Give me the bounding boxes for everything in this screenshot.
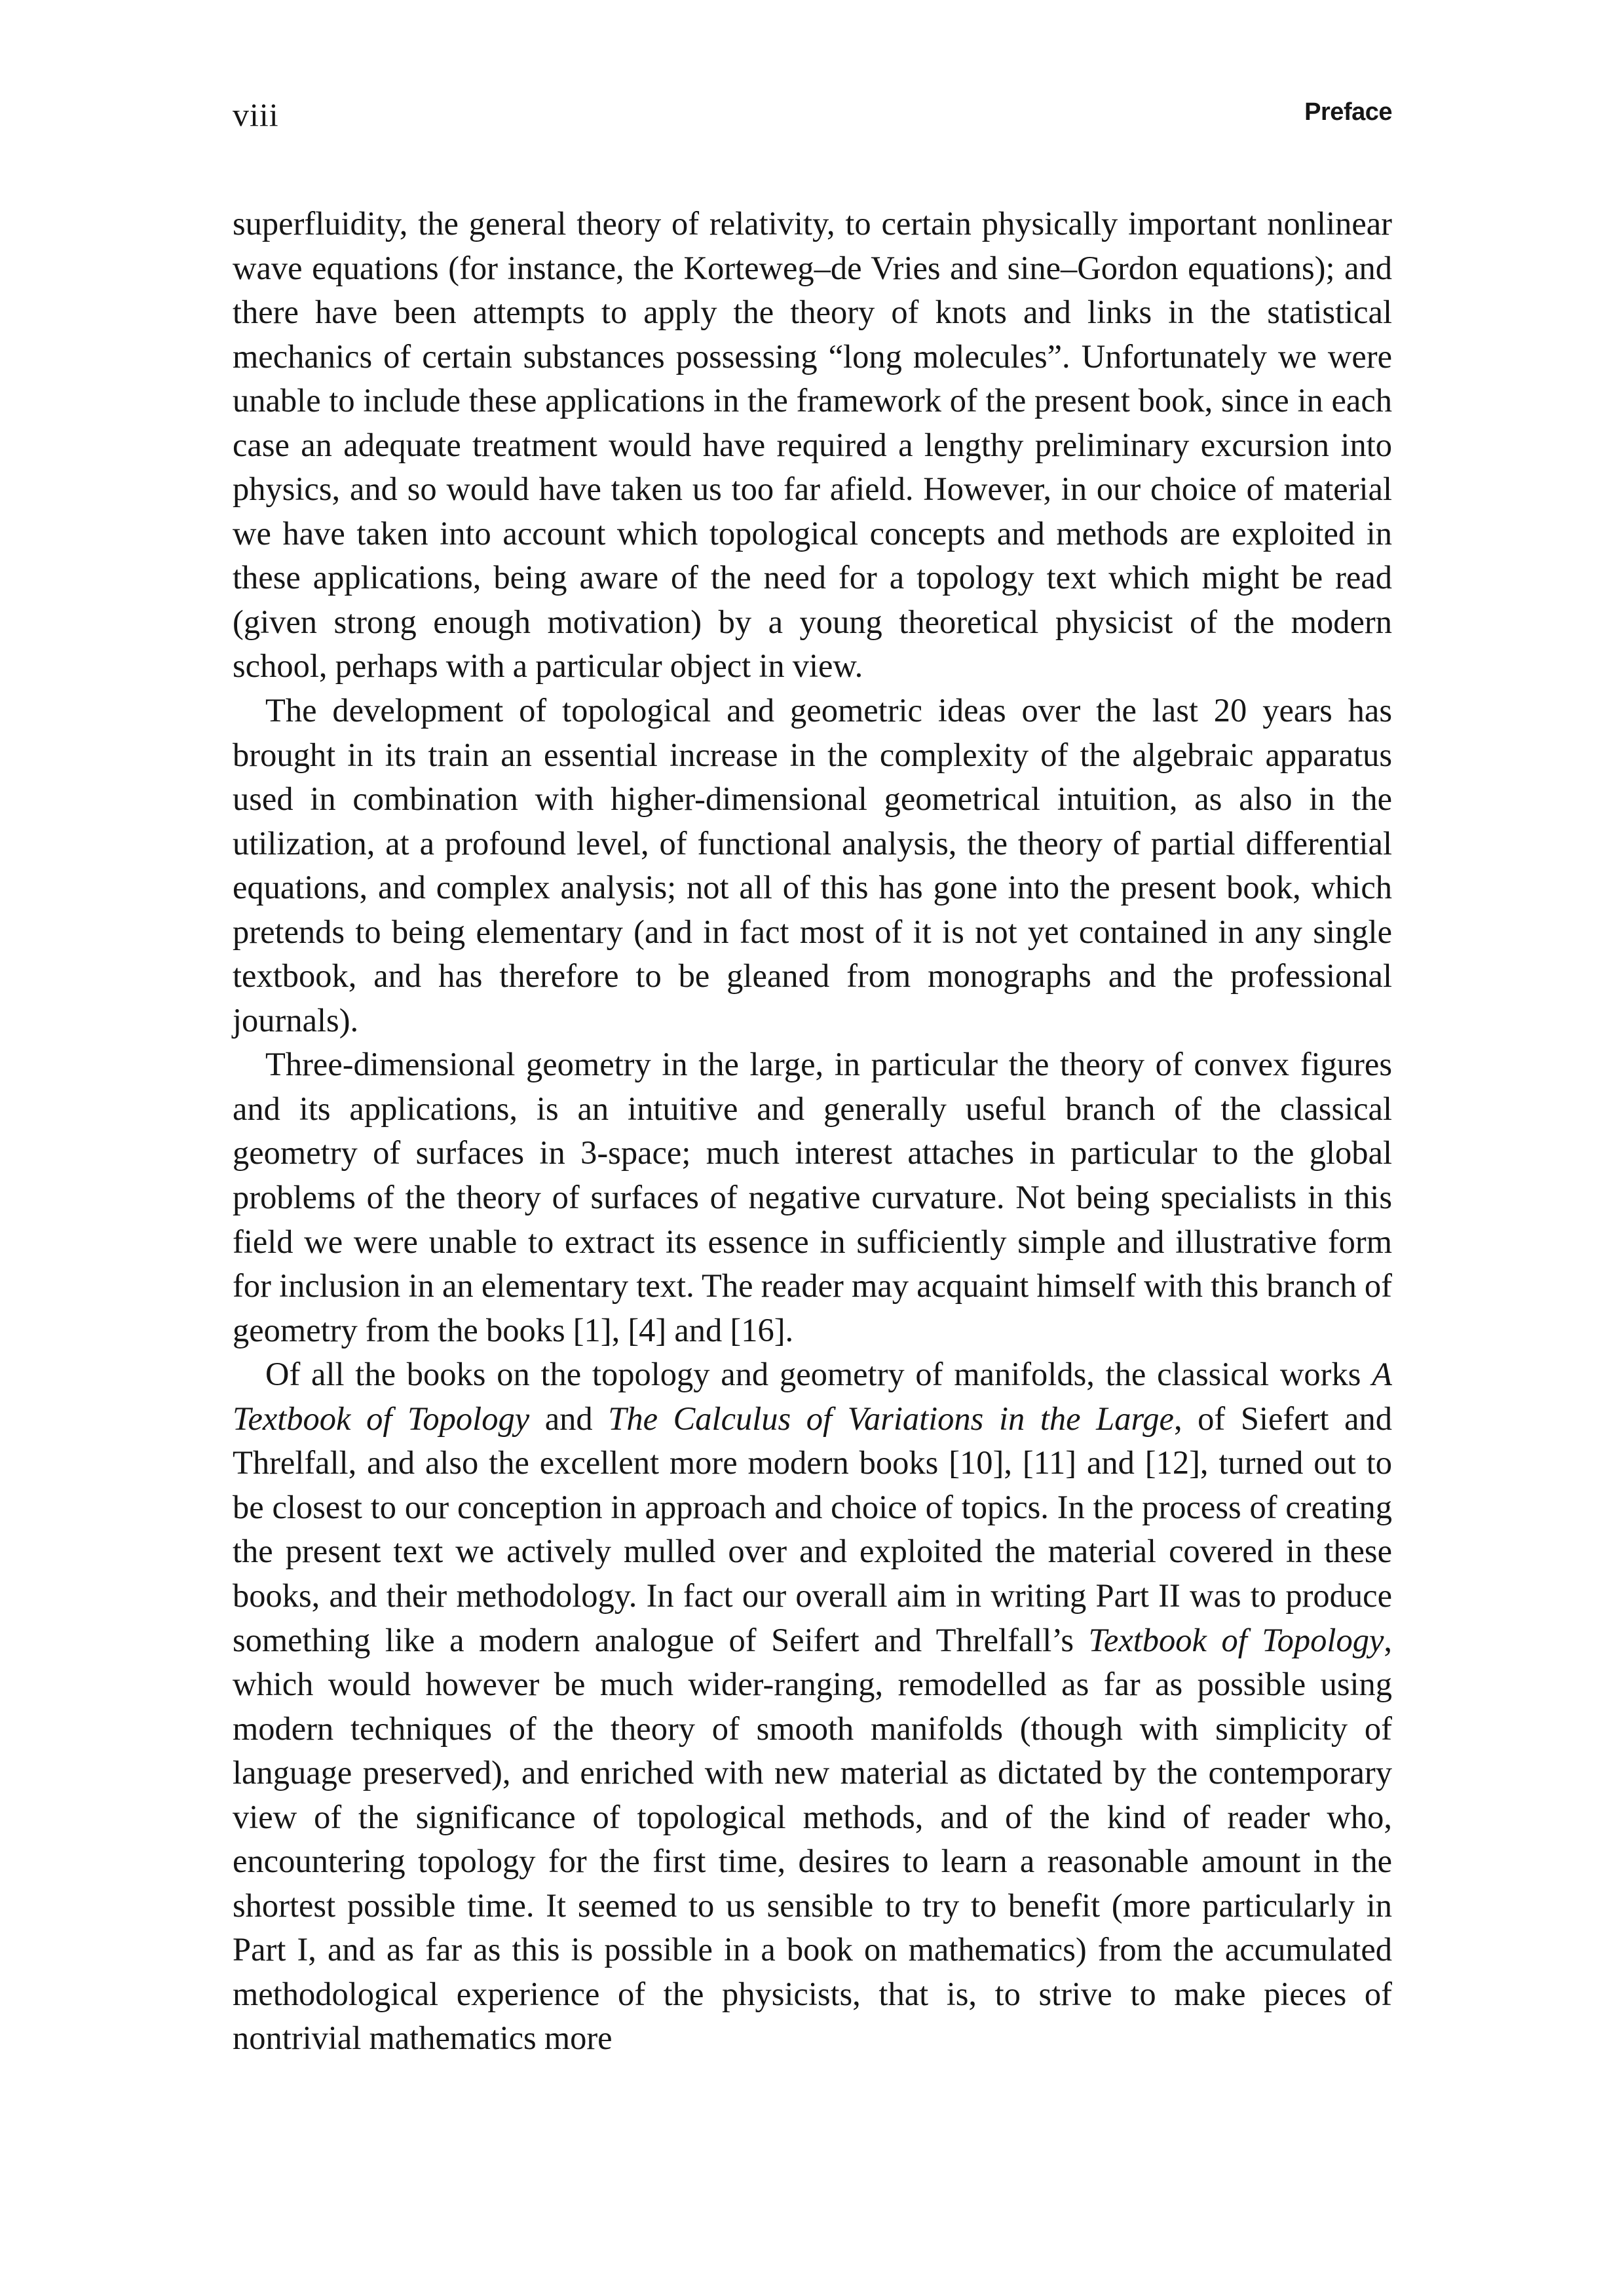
paragraph-4-text-c: , of Siefert and Threlfall, and also the excellent more modern books [10], [11] and [12], turned out to be closest to our conception in approach and choice of topics. In the process of creating the present text we actively mulled over and exploited the material covered in these books, and their methodology. In fact our overall aim in writing Part II was to produce something like a modern analogue of Seifert and Threlfall’s [233,1400,1392,1658]
paragraph-3 [233,1043,1392,1352]
paragraph-4-text-d: , which would however be much wider-ranging, remodelled as far as possible using modern techniques of the theory of smooth manifolds (though with simplicity of language preserved), and enriched with new material as dictated by the contemporary view of the significance of topological methods, and of the kind of reader who, encountering topology for the first time, desires to learn a reasonable amount in the shortest possible time. It seemed to us sensible to try to benefit (more particularly in Part I, and as far as this is possible in a book on mathematics) from the accumulated methodological experience of the physicists, that is, to strive to make pieces of nontrivial mathematics more [233,1621,1392,2057]
paragraph-1 [233,202,1392,689]
paragraph-4-text-a: Of all the books on the topology and geometry of manifolds, the classical works [265,1356,1372,1393]
paragraph-1-text: superfluidity, the general theory of relativity, to certain physically important nonlinear wave equations (for instance, the Korteweg–de Vries and sine–Gordon equations); and there have been attempts to apply the theory of knots and links in the statistical mechanics of certain substances possessing “long molecules”. Unfortunately we were unable to include these applications in the framework of the present book, since in each case an adequate treatment would have required a lengthy preliminary excursion into physics, and so would have taken us too far afield. However, in our choice of material we have taken into account which topological concepts and methods are exploited in these applications, being aware of the need for a topology text which might be read (given strong enough motivation) by a young theoretical physicist of the modern school, perhaps with a particular object in view. [233,205,1392,685]
book-title-calculus-of-variations: The Calculus of Variations in the Large [608,1400,1174,1437]
book-title-textbook-of-topology: A Textbook of Topology [233,1356,1392,1437]
book-title-textbook-of-topology-2: Textbook of Topology [1088,1621,1384,1658]
paragraph-2 [233,689,1392,1043]
paragraph-2-text: The development of topological and geometric ideas over the last 20 years has brought in its train an essential increase in the complexity of the algebraic apparatus used in combination with higher-dimensional geometrical intuition, as also in the utilization, at a profound level, of functional analysis, the theory of partial differential equations, and complex analysis; not all of this has gone into the present book, which pretends to being elementary (and in fact most of it is not yet contained in any single textbook, and has therefore to be gleaned from monographs and the professional journals). [233,692,1392,1039]
page-number: viii [233,96,279,133]
body-text [233,202,1392,2061]
paragraph-3-text: Three-dimensional geometry in the large, in particular the theory of convex figures and its applications, is an intuitive and generally useful branch of the classical geometry of surfaces in 3-space; much interest attaches in particular to the global problems of the theory of surfaces of negative curvature. Not being specialists in this field we were unable to extract its essence in sufficiently simple and illustrative form for inclusion in an elementary text. The reader may acquaint himself with this branch of geometry from the books [1], [4] and [16]. [233,1046,1392,1349]
paragraph-4 [233,1352,1392,2061]
running-head [233,98,1392,151]
section-title: Preface [1304,98,1392,126]
paragraph-4-text-b: and [529,1400,609,1437]
